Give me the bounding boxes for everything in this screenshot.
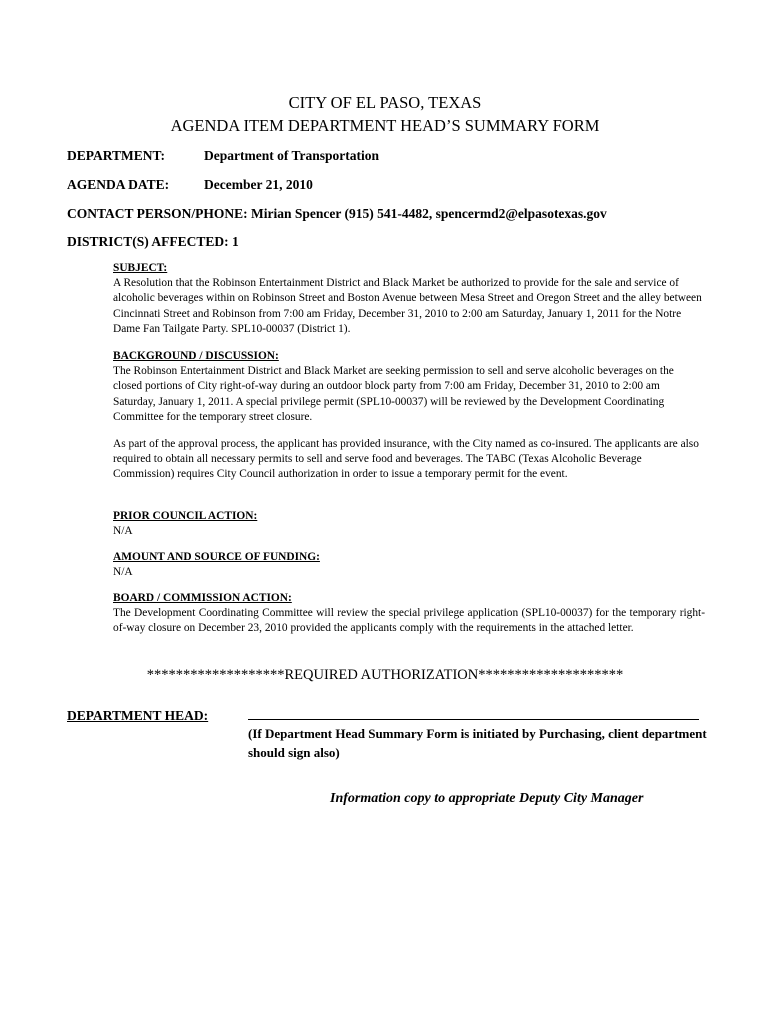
signature-line <box>248 719 699 720</box>
department-value: Department of Transportation <box>204 148 379 163</box>
prior-council-heading: PRIOR COUNCIL ACTION: <box>113 510 258 522</box>
background-paragraph: The Robinson Entertainment District and Black Market are seeking permission to sell and serve alcoholic beverages on the closed portions of City right-of-way during an outdoor block party from 7:00 am Friday, December 31, 2010 to 2:00 am Saturday, January 1, 2011. A special privilege permit (SPL10-00037) will be reviewed by the Development Coordinating Committee for the temporary street closure. <box>113 365 674 423</box>
background-section <box>113 349 705 483</box>
prior-council-section <box>113 509 705 539</box>
contact-label: CONTACT PERSON/PHONE: <box>67 206 248 221</box>
agenda-date-row <box>67 176 313 194</box>
agenda-date-value: December 21, 2010 <box>204 177 313 192</box>
prior-council-text: N/A <box>113 525 133 538</box>
subject-section <box>113 261 705 337</box>
board-section <box>113 591 705 637</box>
contact-row <box>67 205 607 223</box>
department-label: DEPARTMENT: <box>67 148 166 163</box>
districts-label: DISTRICT(S) AFFECTED: <box>67 234 229 249</box>
board-text: The Development Coordinating Committee will review the special privilege application (SPL10-00037) for the temporary right-of-way closure on December 23, 2010 provided the applicants comply with the requirements in the attached letter. <box>113 607 705 635</box>
subject-heading: SUBJECT: <box>113 262 168 274</box>
funding-text: N/A <box>113 566 133 579</box>
background-heading: BACKGROUND / DISCUSSION: <box>113 350 279 362</box>
funding-heading: AMOUNT AND SOURCE OF FUNDING: <box>113 551 320 563</box>
form-title: AGENDA ITEM DEPARTMENT HEAD’S SUMMARY FORM <box>170 116 600 135</box>
signature-note: (If Department Head Summary Form is initiated by Purchasing, client department should sign also) <box>248 726 707 760</box>
city-title: CITY OF EL PASO, TEXAS <box>288 93 482 112</box>
department-head-label: DEPARTMENT HEAD: <box>67 708 209 723</box>
contact-value: Mirian Spencer (915) 541-4482, spencermd2@elpasotexas.gov <box>251 206 607 221</box>
department-row <box>67 147 379 165</box>
background-paragraph: As part of the approval process, the applicant has provided insurance, with the City named as co-insured. The applicants are also required to obtain all necessary permits to sell and serve food and beverages. The TABC (Texas Alcoholic Beverage Commission) requires City Council authorization in order to issue a temporary permit for the event. <box>113 438 699 481</box>
funding-section <box>113 550 705 580</box>
districts-value: 1 <box>232 234 239 249</box>
required-authorization-banner: *******************REQUIRED AUTHORIZATION******************** <box>146 667 624 683</box>
districts-row <box>67 233 239 251</box>
agenda-date-label: AGENDA DATE: <box>67 177 170 192</box>
board-heading: BOARD / COMMISSION ACTION: <box>113 592 292 604</box>
info-copy-note: Information copy to appropriate Deputy City Manager <box>330 791 644 806</box>
subject-text: A Resolution that the Robinson Entertainment District and Black Market be authorized to provide for the sale and service of alcoholic beverages within on Robinson Street and Boston Avenue between Mesa Street and Oregon Street and the alley between Cincinnati Street and Robinson from 7:00 am Friday, December 31, 2010 to 2:00 am Saturday, January 1, 2011 for the Notre Dame Fan Tailgate Party. SPL10-00037 (District 1). <box>113 277 702 335</box>
